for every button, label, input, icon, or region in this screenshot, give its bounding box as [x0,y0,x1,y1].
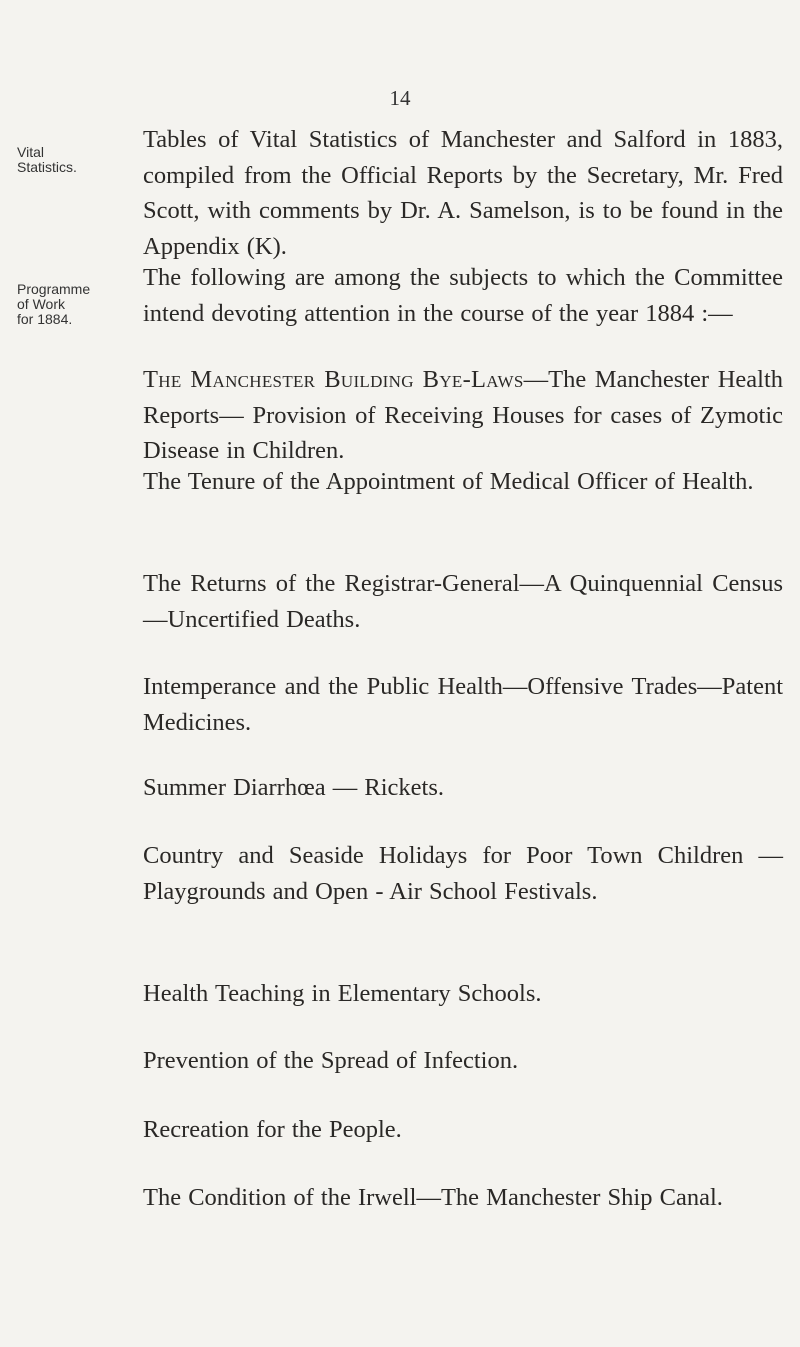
paragraph-prevention-infection: Prevention of the Spread of Infection. [143,1047,519,1074]
margin-note-programme [17,282,117,327]
margin-note-line: Vital [17,144,44,160]
paragraph-registrar-general: The Returns of the Registrar-General—A Quinquennial Census—Uncertified Deaths. [143,570,783,633]
paragraph-country-holidays: Country and Seaside Holidays for Poor Town Children — Playgrounds and Open - Air School Festivals. [143,842,783,905]
margin-note-vital-statistics [17,145,117,175]
margin-note-line: Statistics. [17,159,77,175]
bye-laws-heading: The Manchester Building Bye-Laws [143,366,524,393]
paragraph-vital-statistics: Tables of Vital Statistics of Manchester and Salford in 1883, compiled from the Official Reports by the Secretary, Mr. Fred Scott, with comments by Dr. A. Samelson, is to be found in the Appendix (K). [143,126,783,260]
margin-note-line: Programme [17,281,91,297]
paragraph-building-bye-laws [143,362,783,469]
page-number: 14 [389,86,411,110]
paragraph-tenure: The Tenure of the Appointment of Medical Officer of Health. [143,468,754,495]
paragraph-intemperance: Intemperance and the Public Health—Offensive Trades—Patent Medicines. [143,673,783,736]
bye-laws-rest: —The Manchester Health Reports— Provision of Receiving Houses for cases of Zymotic Disease in Children. [143,366,783,464]
paragraph-health-teaching: Health Teaching in Elementary Schools. [143,980,542,1007]
paragraph-programme-intro: The following are among the subjects to which the Committee intend devoting attention in the course of the year 1884 :— [143,264,783,327]
paragraph-summer-diarrhoea: Summer Diarrhœa — Rickets. [143,774,445,801]
margin-note-line: of Work [17,296,65,312]
margin-note-line: for 1884. [17,311,73,327]
paragraph-recreation: Recreation for the People. [143,1116,402,1143]
paragraph-irwell: The Condition of the Irwell—The Manchester Ship Canal. [143,1184,723,1211]
